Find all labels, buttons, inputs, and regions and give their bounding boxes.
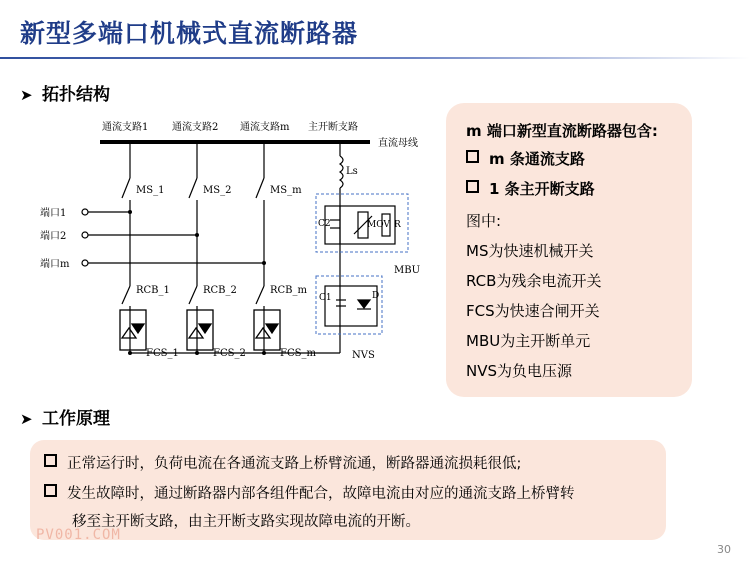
port-label-m: 端口m (40, 259, 70, 270)
legend-item-1: m 条通流支路 (466, 148, 585, 169)
c1-label: C1 (319, 293, 332, 303)
circuit-diagram (40, 108, 440, 368)
section-principle-label: 工作原理 (42, 409, 110, 429)
ms-label-1: MS_1 (136, 185, 165, 196)
port-terminal-1 (82, 209, 88, 215)
mbu-label: MBU (394, 265, 421, 276)
bus-label: 直流母线 (378, 138, 418, 149)
d-label: D (372, 291, 380, 301)
branch-label-m: 通流支路m (240, 122, 290, 133)
legend-def-nvs: NVS为负电压源 (466, 362, 573, 380)
principle-item-1: 正常运行时，负荷电流在各通流支路上桥臂流通，断路器通流损耗很低; (44, 452, 521, 473)
port-terminal-2 (82, 232, 88, 238)
section-principle (20, 404, 110, 429)
section-topology-label: 拓扑结构 (42, 85, 110, 105)
nvs-label: NVS (352, 350, 375, 361)
ms-label-2: MS_2 (203, 185, 232, 196)
port-terminal-m (82, 260, 88, 266)
principle-item-2-cont: 移至主开断支路，由主开断支路实现故障电流的开断。 (72, 514, 420, 530)
square-bullet-icon (44, 454, 57, 467)
branch-label-2: 通流支路2 (172, 122, 219, 133)
r-label: R (394, 220, 401, 230)
branch-label-1: 通流支路1 (102, 122, 149, 133)
legend-def-fcs: FCS为快速合闸开关 (466, 302, 600, 320)
legend-def-rcb: RCB为残余电流开关 (466, 272, 602, 290)
branch-label-main: 主开断支路 (308, 122, 358, 133)
page-title: 新型多端口机械式直流断路器 (20, 19, 359, 48)
legend-item-2: 1 条主开断支路 (466, 178, 595, 199)
rcb-label-2: RCB_2 (203, 285, 237, 296)
principle-item-2: 发生故障时，通过断路器内部各组件配合，故障电流由对应的通流支路上桥臂转 (44, 482, 575, 503)
square-bullet-icon (466, 180, 479, 193)
fcs-label-2: FCS_2 (213, 348, 246, 359)
page-number: 30 (717, 543, 731, 556)
legend-def-mbu: MBU为主开断单元 (466, 332, 591, 350)
watermark: PV001.COM (36, 527, 121, 543)
fcs-label-m: FCS_m (280, 348, 316, 359)
inductor-label: Ls (346, 166, 358, 177)
section-topology (20, 80, 110, 105)
rcb-label-1: RCB_1 (136, 285, 170, 296)
fcs-label-1: FCS_1 (146, 348, 179, 359)
legend-heading: m 端口新型直流断路器包含: (466, 122, 658, 140)
square-bullet-icon (466, 150, 479, 163)
mov-label: MOV (367, 220, 390, 230)
port-label-2: 端口2 (40, 231, 67, 242)
legend-def-ms: MS为快速机械开关 (466, 242, 594, 260)
rcb-label-m: RCB_m (270, 285, 308, 296)
title-divider (0, 57, 750, 59)
square-bullet-icon (44, 484, 57, 497)
ms-label-m: MS_m (270, 185, 302, 196)
c2-label: C2 (318, 219, 331, 229)
nvs-box (316, 276, 382, 334)
port-label-1: 端口1 (40, 208, 67, 219)
legend-caption: 图中: (466, 212, 502, 230)
arrow-bullet-icon: ➤ (20, 86, 33, 104)
arrow-bullet-icon: ➤ (20, 410, 33, 428)
